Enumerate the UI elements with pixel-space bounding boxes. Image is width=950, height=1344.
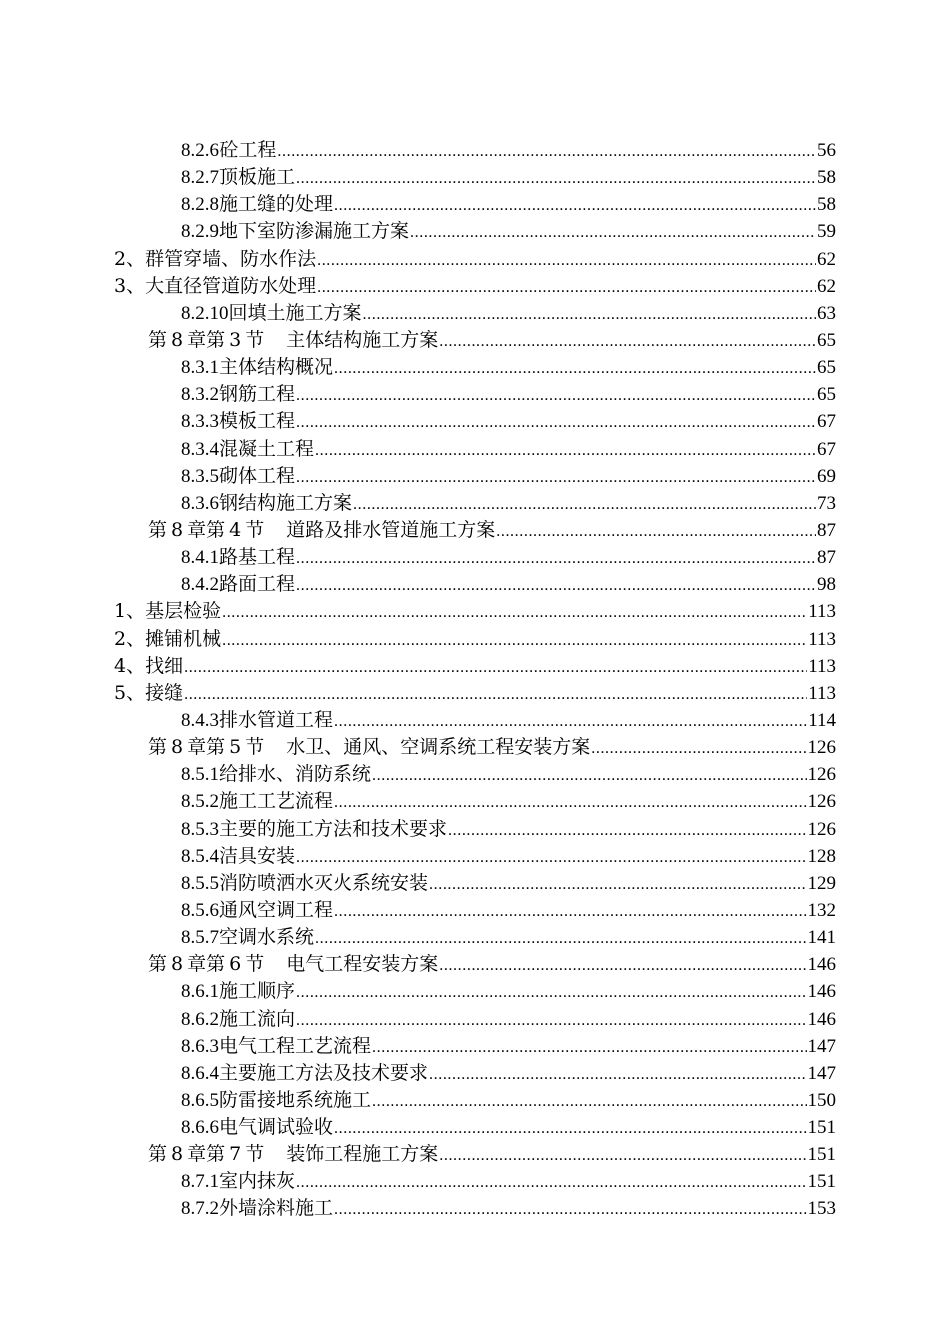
toc-entry-title: 施工流向 [219,1007,296,1030]
toc-entry-line [114,598,836,625]
toc-page-number: 113 [808,601,836,623]
toc-entry-title: 主要的施工方法和技术要求 [219,817,448,840]
toc-dot-leader [334,355,816,382]
toc-entry-number: 8.2.9 [181,221,219,243]
toc-entry-title: 通风空调工程 [219,898,334,921]
toc-page-number: 58 [817,194,836,216]
toc-chapter-prefix: 第 [148,736,168,759]
toc-entry-title: 模板工程 [219,410,296,433]
toc-dot-leader [317,247,816,274]
toc-entry-number: 8.5.2 [181,791,219,813]
toc-entry-title: 4、找细 [114,654,184,677]
toc-page-number: 56 [817,140,836,161]
toc-entry-title: 室内抹灰 [219,1170,296,1193]
toc-page-number: 151 [807,1117,836,1139]
toc-entry-line [181,924,836,951]
toc-entry-title: 2、摊铺机械 [114,627,222,650]
toc-page-number: 67 [817,411,836,433]
toc-dot-leader [372,1088,806,1115]
toc-page-number: 65 [817,329,836,351]
toc-entry-line [148,1141,836,1168]
toc-dot-leader [296,409,816,436]
toc-entry-number: 8.5.7 [181,927,219,949]
toc-section-number: 4 [229,518,242,541]
toc-entry[interactable] [0,1060,950,1087]
toc-entry-line [181,1060,836,1087]
toc-page-number: 128 [807,845,836,867]
toc-dot-leader [439,328,816,355]
toc-entry[interactable] [0,408,950,435]
toc-dot-leader [372,1034,806,1061]
toc-entry[interactable] [0,1168,950,1195]
toc-entry-number: 8.6.3 [181,1035,219,1057]
toc-entry-line [148,327,836,354]
toc-section-label: 章第 [187,328,226,351]
toc-page-number: 98 [817,574,836,596]
toc-entry[interactable] [0,490,950,517]
toc-entry[interactable] [0,137,950,164]
toc-entry[interactable] [0,897,950,924]
toc-dot-leader [296,572,816,599]
toc-dot-leader [334,1196,806,1223]
toc-entry-number: 8.4.2 [181,574,219,596]
toc-entry[interactable] [0,924,950,951]
toc-dot-leader [353,491,816,518]
toc-chapter-prefix: 第 [148,328,168,351]
toc-entry-line [181,408,836,435]
toc-entry[interactable] [0,816,950,843]
toc-entry-number: 8.6.1 [181,981,219,1003]
toc-dot-leader [317,274,816,301]
toc-entry-number: 8.3.6 [181,492,219,514]
toc-section-label: 章第 [187,518,226,541]
toc-dot-leader [334,708,807,735]
toc-entry-line [181,816,836,843]
toc-dot-leader [372,762,806,789]
toc-entry-line [181,354,836,381]
toc-entry-line [181,870,836,897]
toc-dot-leader [334,789,806,816]
toc-entry-title: 水卫、通风、空调系统工程安装方案 [286,736,591,759]
toc-entry-title: 施工工艺流程 [219,790,334,813]
toc-section-number: 6 [229,953,242,976]
toc-entry-line [181,490,836,517]
toc-page-number: 150 [807,1089,836,1111]
toc-dot-leader [410,219,816,246]
toc-page-number: 114 [808,709,836,731]
toc-entry-title: 外墙涂料施工 [219,1197,334,1220]
toc-page-number: 126 [807,737,836,759]
toc-dot-leader [429,871,806,898]
toc-entry-number: 8.5.5 [181,872,219,894]
toc-section-suffix: 节 [245,953,265,976]
toc-entry-title: 施工顺序 [219,980,296,1003]
table-of-contents [0,137,950,1223]
toc-entry-number: 8.3.4 [181,438,219,460]
toc-entry-title: 顶板施工 [219,166,296,189]
toc-entry-number: 8.4.1 [181,547,219,569]
toc-entry[interactable] [0,164,950,191]
toc-entry-title: 路面工程 [219,573,296,596]
toc-page-number: 146 [807,981,836,1003]
toc-entry-number: 8.5.3 [181,818,219,840]
toc-entry-number: 8.5.6 [181,899,219,921]
toc-chapter-number: 8 [171,518,184,541]
toc-entry-line [114,680,836,707]
toc-entry-title: 路基工程 [219,546,296,569]
toc-page-number: 126 [807,818,836,840]
toc-entry-title: 洁具安装 [219,844,296,867]
toc-section-label: 章第 [187,953,226,976]
toc-entry[interactable] [0,273,950,300]
toc-entry[interactable] [0,870,950,897]
toc-page-number: 113 [808,628,836,650]
toc-entry-line [181,978,836,1005]
toc-entry-number: 8.2.6 [181,140,219,161]
toc-dot-leader [296,979,806,1006]
toc-page-number: 141 [807,927,836,949]
toc-entry[interactable] [0,1195,950,1222]
toc-page-number: 87 [817,519,836,541]
toc-page-number: 153 [807,1198,836,1220]
toc-entry[interactable] [0,653,950,680]
toc-entry-title: 电气工程工艺流程 [219,1034,372,1057]
toc-section-suffix: 节 [245,1143,265,1166]
toc-page-number: 67 [817,438,836,460]
toc-entry-number: 8.3.3 [181,411,219,433]
toc-page-number: 62 [817,248,836,270]
toc-entry-line [181,1033,836,1060]
toc-entry[interactable] [0,951,950,978]
toc-entry-number: 8.7.2 [181,1198,219,1220]
toc-entry-line [181,381,836,408]
toc-page-number: 147 [807,1062,836,1084]
toc-section-suffix: 节 [245,518,265,541]
toc-entry[interactable] [0,734,950,761]
toc-dot-leader [296,1007,806,1034]
toc-page-number: 62 [817,275,836,297]
toc-dot-leader [496,518,816,545]
toc-entry-line [181,571,836,598]
toc-chapter-prefix: 第 [148,518,168,541]
toc-page-number: 65 [817,384,836,406]
toc-entry-title: 主体结构概况 [219,356,334,379]
toc-dot-leader [296,464,816,491]
toc-entry-number: 8.3.2 [181,384,219,406]
toc-entry[interactable] [0,843,950,870]
toc-dot-leader [334,898,806,925]
toc-entry[interactable] [0,707,950,734]
toc-page-number: 73 [817,492,836,514]
toc-entry-title: 钢筋工程 [219,383,296,406]
toc-dot-leader [277,138,816,165]
toc-entry[interactable] [0,978,950,1005]
toc-entry[interactable] [0,246,950,273]
toc-entry-number: 8.3.1 [181,357,219,379]
toc-entry-line [181,788,836,815]
toc-dot-leader [591,735,806,762]
toc-entry-title: 装饰工程施工方案 [286,1143,439,1166]
toc-entry[interactable] [0,1114,950,1141]
toc-dot-leader [222,627,807,654]
toc-entry[interactable] [0,1141,950,1168]
toc-entry[interactable] [0,626,950,653]
toc-entry[interactable] [0,436,950,463]
toc-page-number: 146 [807,1008,836,1030]
toc-entry-number: 8.6.5 [181,1089,219,1111]
toc-entry-title: 给排水、消防系统 [219,763,372,786]
toc-entry-title: 电气调试验收 [219,1116,334,1139]
toc-entry-number: 8.3.5 [181,465,219,487]
toc-entry-title: 主体结构施工方案 [286,328,439,351]
toc-entry-line [181,463,836,490]
toc-entry-number: 8.5.4 [181,845,219,867]
toc-entry[interactable] [0,680,950,707]
toc-entry-title: 钢结构施工方案 [219,491,353,514]
toc-page-number: 65 [817,357,836,379]
toc-dot-leader [296,382,816,409]
toc-entry-line [181,137,836,164]
toc-dot-leader [439,1142,806,1169]
toc-entry-title: 混凝土工程 [219,437,315,460]
toc-chapter-number: 8 [171,1143,184,1166]
toc-entry-line [148,517,836,544]
toc-entry-line [181,300,836,327]
toc-dot-leader [184,681,807,708]
toc-page-number: 113 [808,655,836,677]
toc-entry[interactable] [0,788,950,815]
toc-section-label: 章第 [187,1143,226,1166]
toc-entry[interactable] [0,544,950,571]
toc-section-suffix: 节 [245,736,265,759]
toc-entry[interactable] [0,1006,950,1033]
toc-entry-title: 1、基层检验 [114,600,222,623]
toc-entry-line [181,897,836,924]
toc-chapter-prefix: 第 [148,953,168,976]
toc-entry-title: 道路及排水管道施工方案 [286,518,496,541]
toc-section-number: 3 [229,328,242,351]
toc-entry-title: 电气工程安装方案 [286,953,439,976]
toc-page-number: 146 [807,954,836,976]
toc-page-number: 63 [817,302,836,324]
toc-entry[interactable] [0,300,950,327]
toc-entry-line [181,1087,836,1114]
toc-entry-line [181,544,836,571]
toc-page-number: 151 [807,1171,836,1193]
toc-dot-leader [315,925,806,952]
toc-dot-leader [296,844,806,871]
toc-page-number: 58 [817,167,836,189]
toc-entry-line [181,164,836,191]
toc-dot-leader [222,599,807,626]
toc-page-number: 132 [807,899,836,921]
toc-entry-title: 回填土施工方案 [228,301,362,324]
toc-dot-leader [448,817,806,844]
toc-page-number: 87 [817,547,836,569]
toc-entry-title: 主要施工方法及技术要求 [219,1061,429,1084]
toc-entry-number: 8.2.7 [181,167,219,189]
toc-dot-leader [296,545,816,572]
toc-dot-leader [296,165,816,192]
toc-page-number: 113 [808,682,836,704]
toc-entry-line [181,707,836,734]
toc-entry-number: 8.5.1 [181,764,219,786]
toc-entry-title: 空调水系统 [219,926,315,949]
toc-page-number: 129 [807,872,836,894]
toc-entry-title: 地下室防渗漏施工方案 [219,220,410,243]
toc-entry[interactable] [0,598,950,625]
toc-entry-title: 消防喷洒水灭火系统安装 [219,871,429,894]
toc-entry[interactable] [0,571,950,598]
toc-page-number: 69 [817,465,836,487]
toc-entry[interactable] [0,354,950,381]
toc-entry-line [181,1195,836,1222]
toc-entry-number: 8.6.6 [181,1117,219,1139]
toc-dot-leader [334,192,816,219]
toc-page-number: 126 [807,791,836,813]
toc-entry-line [114,653,836,680]
toc-dot-leader [296,1169,806,1196]
toc-entry[interactable] [0,1033,950,1060]
toc-entry[interactable] [0,218,950,245]
toc-entry-title: 5、接缝 [114,681,184,704]
toc-entry[interactable] [0,191,950,218]
toc-section-label: 章第 [187,736,226,759]
toc-dot-leader [429,1061,806,1088]
toc-entry[interactable] [0,1087,950,1114]
toc-entry-line [181,843,836,870]
toc-page-number: 147 [807,1035,836,1057]
toc-entry-number: 8.2.8 [181,194,219,216]
toc-chapter-number: 8 [171,736,184,759]
toc-entry-line [148,951,836,978]
toc-page-number: 151 [807,1144,836,1166]
toc-entry[interactable] [0,761,950,788]
toc-entry-title: 施工缝的处理 [219,193,334,216]
toc-page-number: 59 [817,221,836,243]
toc-entry-line [181,191,836,218]
toc-entry[interactable] [0,327,950,354]
toc-entry-line [181,1168,836,1195]
toc-entry-line [114,626,836,653]
toc-entry-title: 排水管道工程 [219,708,334,731]
toc-dot-leader [315,437,816,464]
toc-entry-line [181,218,836,245]
toc-chapter-prefix: 第 [148,1143,168,1166]
toc-entry[interactable] [0,381,950,408]
toc-dot-leader [184,654,807,681]
toc-chapter-number: 8 [171,953,184,976]
toc-entry-title: 砌体工程 [219,464,296,487]
toc-entry-number: 8.2.10 [181,302,229,324]
toc-entry-number: 8.4.3 [181,709,219,731]
toc-chapter-number: 8 [171,328,184,351]
toc-entry-line [181,761,836,788]
toc-dot-leader [363,301,816,328]
toc-section-suffix: 节 [245,328,265,351]
toc-entry-number: 8.7.1 [181,1171,219,1193]
toc-section-number: 7 [229,1143,242,1166]
toc-entry-line [114,246,836,273]
toc-entry-number: 8.6.2 [181,1008,219,1030]
toc-section-number: 5 [229,736,242,759]
toc-entry[interactable] [0,517,950,544]
toc-entry-line [181,1006,836,1033]
toc-entry-title: 防雷接地系统施工 [219,1088,372,1111]
toc-entry-title: 3、大直径管道防水处理 [114,274,317,297]
toc-entry-line [181,436,836,463]
toc-page-number: 126 [807,764,836,786]
toc-entry-title: 砼工程 [219,139,277,161]
toc-entry-number: 8.6.4 [181,1062,219,1084]
toc-entry-title: 2、群管穿墙、防水作法 [114,247,317,270]
toc-dot-leader [334,1115,806,1142]
toc-entry[interactable] [0,463,950,490]
toc-entry-line [181,1114,836,1141]
toc-entry-line [114,273,836,300]
toc-dot-leader [439,952,806,979]
toc-entry-line [148,734,836,761]
